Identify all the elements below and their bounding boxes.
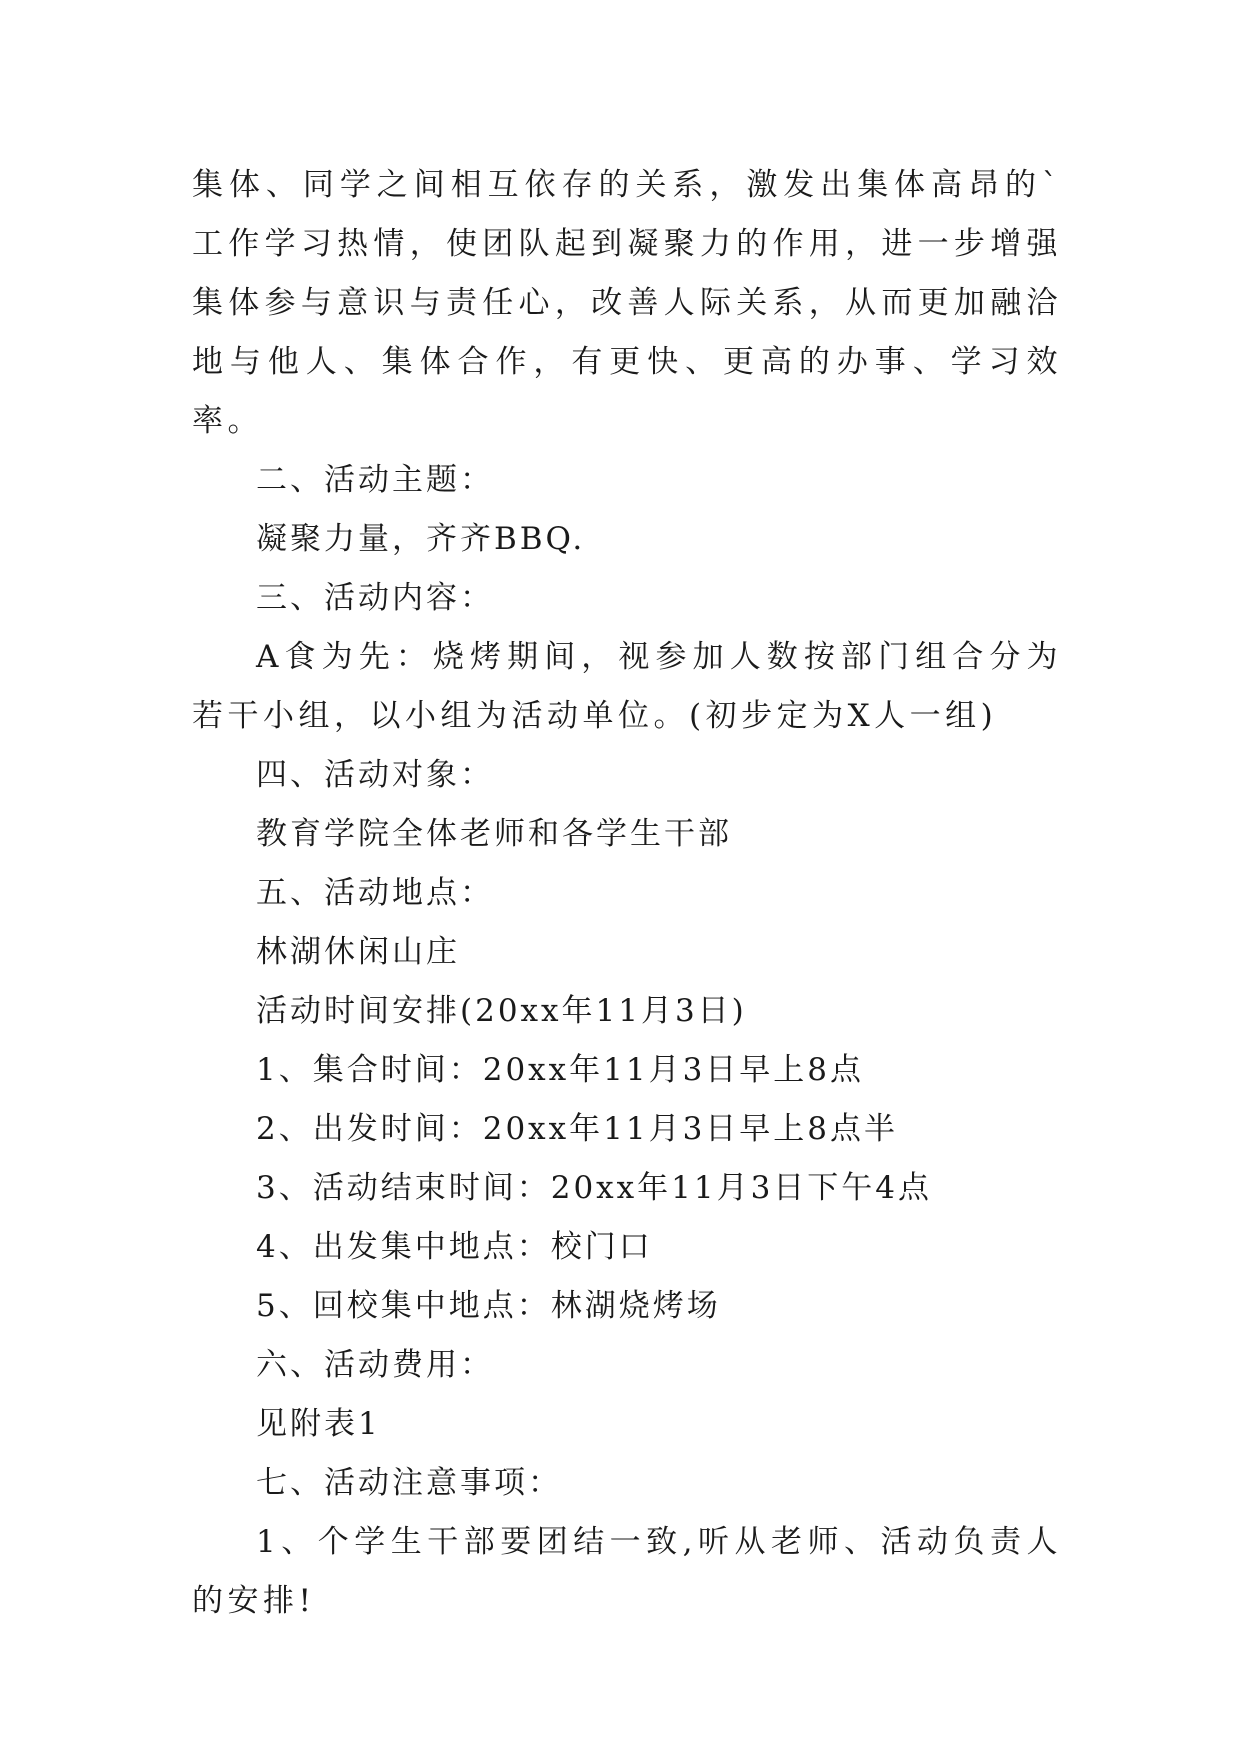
notes-item: 1、个学生干部要团结一致,听从老师、活动负责人的安排! <box>192 1524 1062 1619</box>
cost-text: 见附表1 <box>256 1406 381 1442</box>
section-heading-content: 三、活动内容： <box>256 580 494 616</box>
schedule-heading: 活动时间安排(20xx年11月3日) <box>256 993 747 1029</box>
document-body <box>192 156 1062 1631</box>
intro-paragraph: 集体、同学之间相互依存的关系，激发出集体高昂的`工作学习热情，使团队起到凝聚力的作用，进一步增强集体参与意识与责任心，改善人际关系，从而更加融洽地与他人、集体合作，有更快、更高的办事、学习效率。 <box>192 167 1062 439</box>
audience-text: 教育学院全体老师和各学生干部 <box>256 816 732 852</box>
theme-text: 凝聚力量，齐齐BBQ. <box>256 521 586 557</box>
schedule-item: 2、出发时间：20xx年11月3日早上8点半 <box>256 1111 899 1147</box>
content-text: A食为先：烧烤期间，视参加人数按部门组合分为若干小组，以小组为活动单位。(初步定为X人一组) <box>192 639 1062 734</box>
section-heading-audience: 四、活动对象： <box>256 757 494 793</box>
section-heading-location: 五、活动地点： <box>256 875 494 911</box>
schedule-item: 5、回校集中地点：林湖烧烤场 <box>256 1288 721 1324</box>
section-heading-cost: 六、活动费用： <box>256 1347 494 1383</box>
section-heading-theme: 二、活动主题： <box>256 462 494 498</box>
schedule-item: 4、出发集中地点：校门口 <box>256 1229 653 1265</box>
section-heading-notes: 七、活动注意事项： <box>256 1465 562 1501</box>
schedule-item: 1、集合时间：20xx年11月3日早上8点 <box>256 1052 865 1088</box>
schedule-item: 3、活动结束时间：20xx年11月3日下午4点 <box>256 1170 933 1206</box>
location-text: 林湖休闲山庄 <box>256 934 460 970</box>
